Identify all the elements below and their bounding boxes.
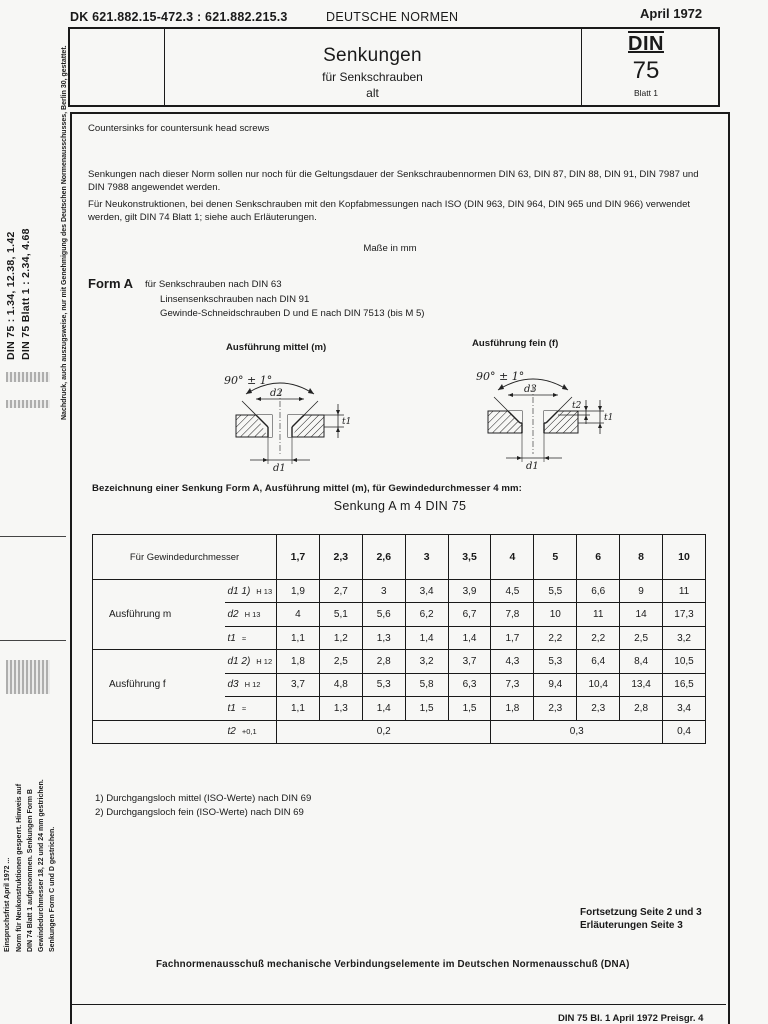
- table-cell: 8,4: [620, 650, 663, 673]
- table-cell: 1,4: [448, 626, 491, 649]
- table-cell: 2,5: [319, 650, 362, 673]
- table-cell: 16,5: [663, 673, 706, 696]
- table-cell: 2,2: [534, 626, 577, 649]
- page-subtitle: für Senkschrauben: [322, 70, 423, 84]
- header-cell: 5: [534, 535, 577, 580]
- tolerance-text: ≈: [241, 633, 246, 643]
- replaces-note-2: DIN 75 Blatt 1 : 2.34, 4.68: [20, 228, 32, 360]
- form-a-line-1: für Senkschrauben nach DIN 63: [145, 279, 282, 290]
- table-cell: 2,8: [362, 650, 405, 673]
- title-block-left-cell: [70, 29, 165, 105]
- explanations-note: Erläuterungen Seite 3: [580, 920, 683, 931]
- table-cell: 1,9: [277, 580, 320, 603]
- table-cell: 17,3: [663, 603, 706, 626]
- table-cell: 5,3: [534, 650, 577, 673]
- din-number: 75: [632, 57, 660, 84]
- table-cell: 4,3: [491, 650, 534, 673]
- margin-note-line: Norm für Neukonstruktionen gesperrt. Hinweis auf: [16, 783, 23, 952]
- deutsche-normen-label: DEUTSCHE NORMEN: [326, 10, 459, 24]
- row-symbol: [225, 697, 277, 720]
- header-cell: 4: [491, 535, 534, 580]
- row-symbol: [225, 673, 277, 696]
- d1-label-medium: d1: [273, 463, 286, 472]
- table-cell: 6,7: [448, 603, 491, 626]
- dimensions-table: [92, 534, 706, 744]
- page-title: Senkungen: [323, 45, 422, 66]
- empty-cell: [93, 720, 225, 743]
- continuation-note: Fortsetzung Seite 2 und 3: [580, 907, 702, 918]
- header-cell: 1,7: [277, 535, 320, 580]
- margin-note-line: Gewindedurchmesser 18, 22 und 24 mm gestrichen.: [38, 779, 45, 952]
- table-cell: 1,8: [491, 697, 534, 720]
- form-a-label: Form A: [88, 276, 134, 291]
- margin-rule: [0, 536, 66, 537]
- header-cell: 6: [577, 535, 620, 580]
- d1-label-fine: d1: [526, 461, 539, 472]
- scan-smudge: [6, 400, 50, 408]
- tolerance-text: ≈: [241, 703, 246, 713]
- table-cell: 11: [577, 603, 620, 626]
- margin-note-line: Senkungen Form C und D gestrichen.: [49, 826, 56, 952]
- table-cell: 9: [620, 580, 663, 603]
- tolerance-text: H 13: [244, 610, 261, 620]
- row-symbol: [225, 603, 277, 626]
- dk-classification: DK 621.882.15-472.3 : 621.882.215.3: [70, 10, 288, 24]
- table-cell: 10,4: [577, 673, 620, 696]
- tolerance-text: H 13: [256, 586, 273, 596]
- table-cell: 2,3: [534, 697, 577, 720]
- issue-date: April 1972: [640, 6, 703, 21]
- table-cell: 3: [362, 580, 405, 603]
- table-cell: 7,3: [491, 673, 534, 696]
- table-cell: 5,3: [362, 673, 405, 696]
- table-cell: 6,4: [577, 650, 620, 673]
- table-cell: 4: [277, 603, 320, 626]
- tolerance-text: H 12: [244, 680, 261, 690]
- sheet-number: Blatt 1: [633, 88, 659, 98]
- table-cell: 2,7: [319, 580, 362, 603]
- countersink-fine-drawing: [470, 356, 620, 472]
- t1-label-medium: t1: [342, 417, 352, 427]
- din-logo-word: DIN: [628, 33, 664, 55]
- row-symbol: [225, 650, 277, 673]
- d3-label: d3: [524, 384, 537, 395]
- table-cell: 2,2: [577, 626, 620, 649]
- caption-medium: Ausführung mittel (m): [226, 342, 327, 353]
- table-cell: 1,2: [319, 626, 362, 649]
- page-subtitle-status: alt: [366, 86, 379, 100]
- d2-label: d2: [270, 388, 283, 399]
- footnote-1: 1) Durchgangsloch mittel (ISO-Werte) nach DIN 69: [95, 793, 312, 804]
- row-symbol: [225, 626, 277, 649]
- table-header-row: [93, 535, 706, 580]
- table-row-t2: [93, 720, 706, 743]
- table-cell: 4,8: [319, 673, 362, 696]
- reprint-notice: Nachdruck, auch auszugsweise, nur mit Genehmigung des Deutschen Normenausschusses, Berlin 30, gestattet.: [61, 45, 68, 420]
- table-cell-merged: 0,3: [491, 720, 663, 743]
- table-cell: 5,6: [362, 603, 405, 626]
- header-cell: 3,5: [448, 535, 491, 580]
- header-cell: 10: [663, 535, 706, 580]
- footer-divider: [70, 1004, 726, 1005]
- header-diameter-label: Für Gewindedurchmesser: [93, 535, 277, 580]
- table-cell: 11: [663, 580, 706, 603]
- table-cell: 1,3: [319, 697, 362, 720]
- table-cell: 1,4: [405, 626, 448, 649]
- table-cell: 3,4: [663, 697, 706, 720]
- margin-note-line: Einspruchsfrist April 1972 ...: [4, 857, 11, 952]
- table-cell: 3,2: [663, 626, 706, 649]
- table-row: [93, 580, 706, 603]
- table-cell: 6,6: [577, 580, 620, 603]
- tolerance-text: +0,1: [241, 727, 257, 737]
- table-cell: 0,4: [663, 720, 706, 743]
- group-medium-label: Ausführung m: [93, 580, 225, 650]
- form-a-line-2: Linsensenkschrauben nach DIN 91: [160, 294, 310, 305]
- table-cell: 13,4: [620, 673, 663, 696]
- table-cell: 1,5: [448, 697, 491, 720]
- countersink-medium-drawing: [218, 360, 358, 472]
- table-cell: 3,9: [448, 580, 491, 603]
- group-fine-label: Ausführung f: [93, 650, 225, 720]
- tolerance-text: H 12: [256, 656, 273, 666]
- footnote-2: 2) Durchgangsloch fein (ISO-Werte) nach DIN 69: [95, 807, 304, 818]
- designation-intro: Bezeichnung einer Senkung Form A, Ausführung mittel (m), für Gewindedurchmesser 4 mm:: [92, 483, 522, 494]
- issuing-organization: Fachnormenausschuß mechanische Verbindungselemente im Deutschen Normenausschuß (DNA): [156, 959, 630, 970]
- table-cell: 7,8: [491, 603, 534, 626]
- table-cell: 1,7: [491, 626, 534, 649]
- symbol-text: d2: [227, 609, 239, 621]
- table-cell: 3,7: [277, 673, 320, 696]
- symbol-text: t2: [227, 726, 236, 738]
- table-cell: 4,5: [491, 580, 534, 603]
- table-cell: 2,3: [577, 697, 620, 720]
- table-cell: 3,2: [405, 650, 448, 673]
- t1-label-fine: t1: [604, 413, 614, 423]
- margin-rule: [0, 640, 66, 641]
- table-cell: 6,3: [448, 673, 491, 696]
- table-cell: 5,5: [534, 580, 577, 603]
- table-cell: 2,8: [620, 697, 663, 720]
- paragraph-validity: Senkungen nach dieser Norm sollen nur noch für die Geltungsdauer der Senkschraubennormen DIN 63, DIN 87, DIN 88, DIN 91, DIN 7987 und DIN 7988 angewendet werden.: [88, 169, 699, 193]
- header-cell: 2,6: [362, 535, 405, 580]
- scan-smudge: [6, 372, 50, 382]
- replaces-note-1: DIN 75 : 1.34, 12.38, 1.42: [5, 231, 17, 360]
- symbol-text: d3: [227, 679, 239, 691]
- header-cell: 2,3: [319, 535, 362, 580]
- table-cell: 1,5: [405, 697, 448, 720]
- row-symbol: [225, 720, 277, 743]
- symbol-text: t1: [227, 632, 236, 644]
- table-cell-merged: 0,2: [277, 720, 491, 743]
- margin-note-line: DIN 74 Blatt 1 aufgenommen. Senkungen Form B: [27, 789, 34, 952]
- table-cell: 1,1: [277, 626, 320, 649]
- english-title: Countersinks for countersunk head screws: [88, 123, 270, 134]
- footer-reference: DIN 75 Bl. 1 April 1972 Preisgr. 4: [558, 1013, 704, 1024]
- table-cell: 6,2: [405, 603, 448, 626]
- caption-fine: Ausführung fein (f): [472, 338, 559, 349]
- row-symbol: [225, 580, 277, 603]
- angle-label-fine: 90° ± 1°: [476, 370, 525, 383]
- symbol-text: d1 1): [227, 585, 251, 597]
- table-row: [93, 650, 706, 673]
- table-cell: 9,4: [534, 673, 577, 696]
- table-cell: 14: [620, 603, 663, 626]
- table-cell: 10,5: [663, 650, 706, 673]
- table-cell: 10: [534, 603, 577, 626]
- table-cell: 3,4: [405, 580, 448, 603]
- table-cell: 1,3: [362, 626, 405, 649]
- paragraph-new-designs: Für Neukonstruktionen, bei denen Senkschrauben mit den Kopfabmessungen nach ISO (DIN 963, DIN 964, DIN 965 und DIN 966) verwendet werden, gilt DIN 74 Blatt 1; siehe auch Erläuterungen.: [88, 199, 691, 223]
- scan-smudge: [6, 660, 50, 694]
- table-cell: 3,7: [448, 650, 491, 673]
- table-cell: 1,4: [362, 697, 405, 720]
- angle-label-medium: 90° ± 1°: [224, 374, 273, 387]
- form-a-line-3: Gewinde-Schneidschrauben D und E nach DIN 7513 (bis M 5): [160, 308, 425, 319]
- designation-example: Senkung A m 4 DIN 75: [333, 499, 467, 513]
- table-cell: 1,1: [277, 697, 320, 720]
- symbol-text: t1: [227, 702, 236, 714]
- symbol-text: d1 2): [227, 655, 251, 667]
- table-cell: 2,5: [620, 626, 663, 649]
- header-cell: 8: [620, 535, 663, 580]
- table-cell: 5,1: [319, 603, 362, 626]
- t2-label: t2: [572, 401, 582, 411]
- units-note: Maße in mm: [363, 243, 417, 254]
- header-cell: 3: [405, 535, 448, 580]
- table-cell: 1,8: [277, 650, 320, 673]
- table-cell: 5,8: [405, 673, 448, 696]
